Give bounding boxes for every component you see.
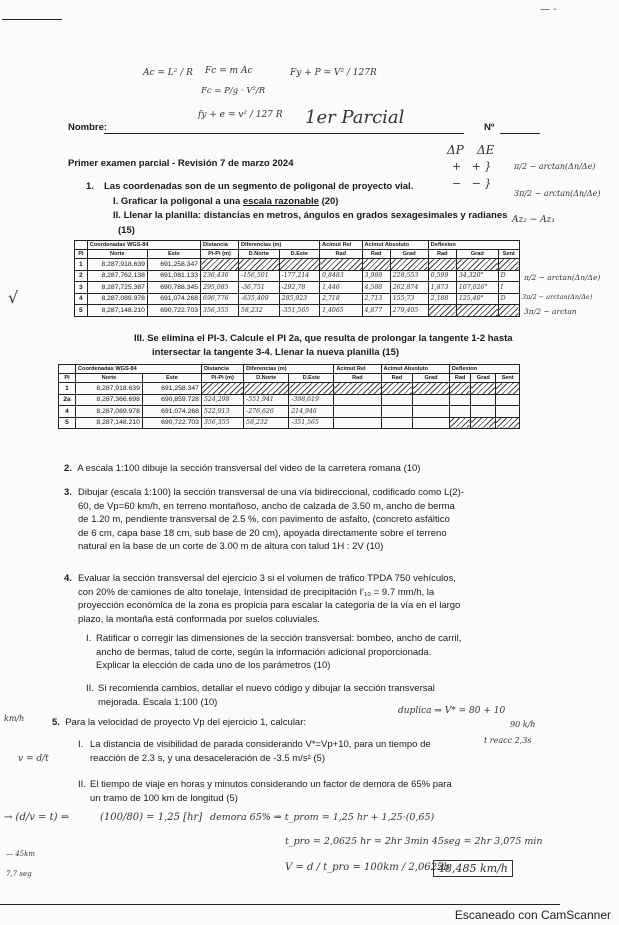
q1-i-underlined: escala razonable [242,196,319,207]
table-row [59,394,520,406]
table-row [75,282,520,294]
q5-ii-text [90,778,520,805]
q5-text: Para la velocidad de proyecto Vp del ejercicio 1, calcular: [65,717,307,728]
q1-ii-points: (15) [118,225,135,236]
table-cell: -276,626 [244,406,289,418]
column-header: Grad [413,374,450,383]
table-cell [471,383,496,395]
table-cell [496,383,520,395]
work-line-4: V = d / t_pro = 100km / 2,0625h [285,862,450,873]
q5-ii-number: II. [78,779,86,790]
table-row [75,259,520,271]
table-cell: 1,873 [428,282,456,294]
column-header: D.Norte [238,250,279,259]
group-header: Deflexion [449,365,519,374]
top-scan-line [2,19,62,20]
q3-line: natural en la base de un corte de 3.00 m de altura con talud 1H : 2V (10) [78,541,384,553]
column-header: Rad [362,250,390,259]
side-note-3: 3π/2 − arctan [524,307,577,316]
table-row [59,406,520,418]
work-line-2: demora 65% ⇒ t_prom = 1,25 hr + 1,25·(0,65) [210,812,435,823]
table-cell: 5 [75,305,88,317]
q4-ii-number: II. [86,683,94,694]
work-line-3: t_pro = 2,0625 hr = 2hr 3min 45seg = 2hr 3,075 min [285,836,543,847]
table-cell: 8,287,725.387 [87,282,147,294]
q3-line: de 6 cm, capa base 18 cm, sub base de 20 cm), apoyada directamente sobre el terreno [78,527,447,539]
table-cell [381,406,413,418]
table-cell: 8,287,918.639 [87,259,147,271]
column-header: Rad [449,374,470,383]
formula-fc-ma: Fc = m Ac [205,66,253,76]
q3-text [78,486,538,554]
table-cell [456,305,498,317]
q1-i-prefix: Graficar la poligonal a una [120,196,241,207]
scanner-watermark: Escaneado con CamScanner [454,908,611,922]
table-cell: 691,074.268 [142,406,201,418]
column-header: Pi-Pi (m) [201,374,243,383]
column-header: Sent [496,374,520,383]
table-row [59,383,520,395]
table-cell [496,417,520,429]
column-header: PI [59,374,76,383]
header-spacer [59,365,76,374]
table-cell: 107,026° [456,282,498,294]
table-cell [449,417,470,429]
table-2 [58,364,520,429]
table-cell [471,406,496,418]
table-cell [334,417,381,429]
q5-ii-line: El tiempo de viaje en horas y minutos considerando un factor de demora de 65% para [90,779,452,790]
column-header: Sent [498,250,519,259]
table-cell: 8,287,148.210 [76,417,143,429]
table-row [75,270,520,282]
table-cell: -292,78 [279,282,320,294]
corner-scribble: — - [540,4,557,15]
table-row [75,293,520,305]
q4-i-line: Ratificar o corregir las dimensiones de la sección transversal: bombeo, ancho de carril, [96,633,462,644]
table-cell [471,417,496,429]
formula-ac: Ac = L² / R [143,68,193,78]
q4-line: proyección económica de la zona es propicia para escalar la categoría de la vía en el largo [78,600,461,612]
angle-note-2: 3π/2 − arctan(Δn/Δe) [514,189,601,198]
number-label: Nº [484,122,495,133]
table-cell [413,417,450,429]
table-cell: -551,941 [244,394,289,406]
group-header: Acimut Absoluto [381,365,449,374]
table-cell: 8,287,366.698 [76,394,143,406]
table-cell [289,383,334,395]
q5-i-line: reacción de 2.3 s, y una desaceleración de -3.5 m/s² (5) [90,752,325,764]
column-header: Rad [320,250,362,259]
table-cell [244,383,289,395]
q3-line: de 1.20 m, pendiente transversal de 2.5 %, con pavimento de asfalto, (concreto asfáltico [78,514,450,526]
table-cell [449,394,470,406]
table-cell: 0,8483 [320,270,362,282]
q1-number: 1. [86,181,94,192]
q1-i-suffix: (20) [321,196,339,207]
table-cell [413,394,450,406]
table-cell: 4 [75,293,88,305]
q4-line: Evaluar la sección transversal del ejercicio 3 si el volumen de tráfico TPDA 750 vehículos, [78,573,456,584]
table-cell: 1,446 [320,282,362,294]
table-cell [334,394,381,406]
group-header: Acimut Rel [320,241,362,250]
number-underline [500,133,540,134]
q5-right-note: duplica ⇒ V* = 80 + 10 [398,706,506,716]
table-cell: 2 [75,270,88,282]
q4-i-number: I. [86,633,92,644]
q3-line: Dibujar (escala 1:100) la sección transversal de una vía bidireccional, codificado como L(2)- [78,487,464,498]
table-cell: 2,718 [320,293,362,305]
q4-i-line: Explicar la elección de cada uno de los parámetros (10) [96,660,331,672]
q3-number: 3. [64,487,72,498]
table-cell [201,259,239,271]
table-cell: -177,214 [279,270,320,282]
header-spacer [75,241,88,250]
table-cell [471,394,496,406]
table-cell: 236,436 [201,270,239,282]
table-cell [413,383,450,395]
group-header: Acimut Absoluto [362,241,428,250]
table-cell [390,259,428,271]
table-cell [381,383,413,395]
table-cell [428,305,456,317]
table-cell [413,406,450,418]
table-cell: 262,874 [390,282,428,294]
work-line-1: (100/80) = 1,25 [hr] [100,812,203,823]
q1-iii-a: Se elimina el PI-3. Calcule el PI 2a, que resulta de prolongar la tangente 1-2 hasta [147,333,513,344]
table-cell [496,394,520,406]
q5-i-line: La distancia de visibilidad de parada considerando V*=Vp+10, para un tiempo de [90,739,431,750]
table-cell [456,259,498,271]
table-cell: 691,258.347 [147,259,200,271]
table-cell: 4,877 [362,305,390,317]
parcial-note: 1er Parcial [305,107,405,128]
column-header: Norte [76,374,143,383]
table-row [59,417,520,429]
table-cell [498,259,519,271]
table-cell: 8,287,089.978 [87,293,147,305]
table-cell [279,259,320,271]
table-cell: 2,713 [362,293,390,305]
column-header: D.Este [279,250,320,259]
table-cell: 4 [59,406,76,418]
column-header: Este [142,374,201,383]
delta-e-note: ΔE [477,143,495,157]
q5: 5. Para la velocidad de proyecto Vp del ejercicio 1, calcular: [52,717,307,728]
azimuth-note: Az₂ − Az₁ [512,215,555,225]
q4-i-line: ancho de bermas, talud de corte, según la información adicional proporcionada. [96,646,432,658]
group-header: Coordenadas WGS-84 [87,241,200,250]
work-small-2: 7,7 seg [6,870,32,878]
table-cell [428,259,456,271]
table-cell: D [498,270,519,282]
table-cell [449,383,470,395]
name-label: Nombre: [68,122,108,133]
group-header: Distancia [201,241,239,250]
table-cell: 285,923 [279,293,320,305]
formula-fy-p: Fy + P = V² / 127R [290,68,377,78]
column-header: Grad [471,374,496,383]
group-header: Coordenadas WGS-84 [76,365,202,374]
table-cell: -398,619 [289,394,334,406]
table-cell [238,259,279,271]
column-header: Norte [87,250,147,259]
q2-text: A escala 1:100 dibuje la sección transversal del video de la carretera romana (10) [77,463,421,474]
side-note-2: 3π/2 − arctan(Δn/Δe) [522,293,593,301]
q5-right-note-2: 90 k/h [510,720,536,729]
column-header: D.Este [289,374,334,383]
table-cell: 1 [75,259,88,271]
check-mark: √ [8,288,19,307]
table-cell: 8,287,148.210 [87,305,147,317]
table-cell: -635,409 [238,293,279,305]
column-header: D.Norte [244,374,289,383]
angle-note-1: π/2 − arctan(Δn/Δe) [514,162,596,171]
work-left: → (d/v = t) ⇒ [4,812,70,823]
group-header: Distancia [201,365,243,374]
table-cell: 8,287,762.138 [87,270,147,282]
bottom-scan-line [0,904,560,905]
column-header: Rad [334,374,381,383]
table-cell [334,383,381,395]
table-cell: 696,776 [201,293,239,305]
column-header: Rad [428,250,456,259]
q2: 2. A escala 1:100 dibuje la sección transversal del video de la carretera romana (10) [64,463,421,474]
q4-ii-line: mejorada. Escala 1:100 (10) [98,696,218,708]
table-cell [201,383,243,395]
table-cell: 356,355 [201,305,239,317]
table-cell: -351,565 [279,305,320,317]
table-cell: 1 [59,383,76,395]
table-cell: 155,73 [390,293,428,305]
table-cell: 524,298 [201,394,243,406]
table-cell: 522,913 [201,406,243,418]
table-cell: 34,320° [456,270,498,282]
q5-i-text [90,738,490,765]
q1-ii-text: Llenar la planilla: distancias en metros, ángulos en grados sexagesimales y radianes [123,210,508,221]
table-row [75,305,520,317]
q1-iii-line2: intersectar la tangente 3-4. Llenar la nueva planilla (15) [152,347,400,358]
group-header: Deflexion [428,241,519,250]
column-header: Grad [456,250,498,259]
table-cell: 690,722.703 [147,305,200,317]
work-small-1: — 45km [6,850,36,858]
q1-i: I. Graficar la poligonal a una escala razonable (20) [113,196,339,207]
table-cell [381,394,413,406]
q4-ii-line: Si recomienda cambios, detallar el nuevo código y dibujar la sección transversal [98,683,435,694]
table-cell: 2a [59,394,76,406]
table-cell [449,406,470,418]
column-header: Grad [390,250,428,259]
table-cell: 214,946 [289,406,334,418]
table-cell: 2,188 [428,293,456,305]
table-cell: D [498,293,519,305]
q5-right-note-3: t reacc 2,3s [484,736,532,745]
table-cell: -156,501 [238,270,279,282]
table-cell: 4,588 [362,282,390,294]
group-header: Diferencias (m) [244,365,334,374]
group-header: Acimut Rel [334,365,381,374]
table-1 [74,240,520,317]
table-cell: -36,751 [238,282,279,294]
table-cell: 1,4065 [320,305,362,317]
q4-text [78,572,538,626]
table-cell: I [498,282,519,294]
name-underline [104,133,464,134]
v-eq-note: v = d/t [18,754,49,764]
delta-p-note: ΔP [447,143,464,157]
q1-iii-line1: III. Se elimina el PI-3. Calcule el PI 2a, que resulta de prolongar la tangente 1-2 hasta [134,333,513,344]
formula-fc-pg: Fc = P/g · V²/R [201,86,266,96]
table-cell: 0,599 [428,270,456,282]
table-cell [320,259,362,271]
table-cell [496,406,520,418]
table-cell: 356,355 [201,417,243,429]
table-cell: 691,074.268 [147,293,200,305]
table-cell: 3,989 [362,270,390,282]
table-cell: -351,565 [289,417,334,429]
table-cell: 8,287,089.978 [76,406,143,418]
table-cell: 8,287,918.639 [76,383,143,395]
q3-line: 60, de Vp=60 km/h, en terreno montañoso, ancho de calzada de 3.50 m, ancho de berma [78,500,455,512]
formula-fy-e: fy + e = v² / 127 R [198,110,283,120]
table-cell: 279,405 [390,305,428,317]
table-cell [498,305,519,317]
exam-title: Primer examen parcial - Revisión 7 de marzo 2024 [68,158,294,169]
table-cell [381,417,413,429]
column-header: Pi-Pi (m) [201,250,239,259]
table-cell: 125,40° [456,293,498,305]
table-cell: 690,788.345 [147,282,200,294]
q1-intro: Las coordenadas son de un segmento de poligonal de proyecto vial. [104,181,414,192]
q4-line: con 20% de camiones de alto tonelaje, Intensidad de precipitación I'₁₀ = 9.7 mm/h, la [78,586,435,598]
table-cell: 691,258.347 [142,383,201,395]
table-cell: 58,232 [244,417,289,429]
side-note-1: π/2 − arctan(Δn/Δe) [524,273,601,282]
column-header: PI [75,250,88,259]
column-header: Rad [381,374,413,383]
table-cell: 690,859.728 [142,394,201,406]
q5-i-number: I. [78,739,84,750]
q4-line: plazo, la montaña está conformada por suelos coluviales. [78,613,320,625]
table-cell [334,406,381,418]
column-header: Este [147,250,200,259]
work-result: 48,485 km/h [433,860,513,877]
table-cell: 3 [75,282,88,294]
q1-ii: II. Llenar la planilla: distancias en metros, ángulos en grados sexagesimales y radianes [113,210,508,221]
table-cell [362,259,390,271]
q5-ii-line: un tramo de 100 km de longitud (5) [90,792,238,804]
table-cell: 690,722.703 [142,417,201,429]
q4-number: 4. [64,573,72,584]
q4-i-text [96,632,536,673]
table-cell: 295,085 [201,282,239,294]
left-speed-note: km/h [4,714,25,723]
table-cell: 58,232 [238,305,279,317]
table-cell: 691,081.133 [147,270,200,282]
group-header: Diferencias (m) [238,241,319,250]
table-cell: 5 [59,417,76,429]
table-cell: 228,553 [390,270,428,282]
sign-minus-1: − − } [452,177,492,190]
sign-plus-1: + + } [452,160,492,173]
